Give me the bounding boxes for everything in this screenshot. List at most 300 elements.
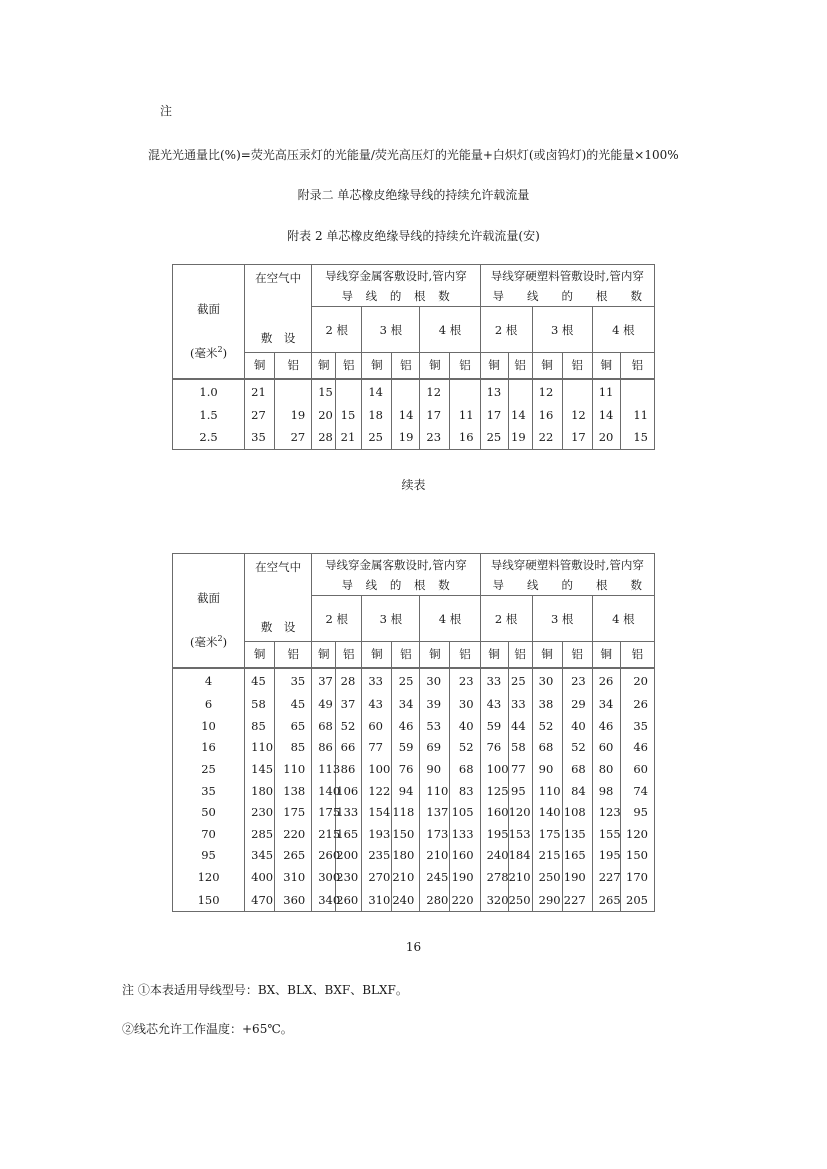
value-cell: 290 xyxy=(532,888,562,912)
value-cell: 52 xyxy=(532,715,562,737)
value-cell: 94 xyxy=(392,780,420,802)
plastic-conduit-line2: 导 线 的 根 数 xyxy=(492,288,643,303)
unit-header xyxy=(173,344,245,379)
value-cell: 15 xyxy=(312,379,336,405)
table-row xyxy=(173,758,655,780)
section-cell: 95 xyxy=(173,845,245,867)
value-cell: 227 xyxy=(562,888,592,912)
value-cell: 165 xyxy=(562,845,592,867)
value-cell: 155 xyxy=(592,823,620,845)
value-cell: 68 xyxy=(312,715,336,737)
value-cell: 300 xyxy=(312,866,336,888)
note-wire-types: 注 ①本表适用导线型号：BX、BLX、BXF、BLXF。 xyxy=(122,983,408,997)
value-cell: 215 xyxy=(532,845,562,867)
value-cell: 140 xyxy=(532,801,562,823)
value-cell: 85 xyxy=(275,737,312,759)
value-cell: 27 xyxy=(245,405,275,426)
table-row xyxy=(173,379,655,405)
value-cell: 19 xyxy=(392,426,420,450)
value-cell: 260 xyxy=(312,845,336,867)
value-cell: 180 xyxy=(245,780,275,802)
value-cell: 106 xyxy=(336,780,362,802)
value-cell: 137 xyxy=(420,801,450,823)
value-cell: 60 xyxy=(620,758,654,780)
value-cell: 17 xyxy=(420,405,450,426)
value-cell xyxy=(275,379,312,405)
value-cell: 12 xyxy=(532,379,562,405)
value-cell: 11 xyxy=(450,405,480,426)
appendix-title: 附录二 单芯橡皮绝缘导线的持续允许载流量 xyxy=(297,188,530,202)
table-title: 附表 2 单芯橡皮绝缘导线的持续允许载流量(安) xyxy=(287,229,540,243)
value-cell: 21 xyxy=(336,426,362,450)
value-cell: 14 xyxy=(592,405,620,426)
value-cell xyxy=(450,379,480,405)
value-cell: 52 xyxy=(562,737,592,759)
metal-conduit-header xyxy=(312,265,480,307)
table-row xyxy=(173,888,655,912)
section-cell: 25 xyxy=(173,758,245,780)
value-cell: 14 xyxy=(392,405,420,426)
table-row xyxy=(173,715,655,737)
value-cell: 20 xyxy=(312,405,336,426)
value-cell: 165 xyxy=(336,823,362,845)
value-cell: 18 xyxy=(362,405,392,426)
value-cell: 14 xyxy=(362,379,392,405)
value-cell: 21 xyxy=(245,379,275,405)
aluminum-header: 铝 xyxy=(562,642,592,668)
table-row xyxy=(173,737,655,759)
table-row xyxy=(173,668,655,694)
value-cell: 30 xyxy=(532,668,562,694)
value-cell: 120 xyxy=(620,823,654,845)
value-cell: 49 xyxy=(312,694,336,716)
aluminum-header: 铝 xyxy=(275,353,312,379)
value-cell: 38 xyxy=(532,694,562,716)
section-cell: 120 xyxy=(173,866,245,888)
value-cell: 195 xyxy=(480,823,508,845)
value-cell: 68 xyxy=(562,758,592,780)
table-body xyxy=(173,668,655,912)
value-cell: 195 xyxy=(592,845,620,867)
value-cell: 175 xyxy=(312,801,336,823)
section-cell: 10 xyxy=(173,715,245,737)
plastic-conduit-header xyxy=(480,554,654,596)
value-cell: 184 xyxy=(508,845,532,867)
value-cell: 65 xyxy=(275,715,312,737)
air-laying-header: 敷 设 xyxy=(245,307,312,353)
value-cell: 25 xyxy=(508,668,532,694)
copper-header: 铜 xyxy=(480,353,508,379)
copper-header: 铜 xyxy=(245,353,275,379)
value-cell: 278 xyxy=(480,866,508,888)
value-cell: 220 xyxy=(275,823,312,845)
value-cell: 95 xyxy=(508,780,532,802)
unit-superscript: 2 xyxy=(217,344,223,354)
value-cell: 52 xyxy=(336,715,362,737)
value-cell: 230 xyxy=(336,866,362,888)
value-cell: 120 xyxy=(508,801,532,823)
value-cell: 16 xyxy=(450,426,480,450)
value-cell: 58 xyxy=(508,737,532,759)
value-cell: 25 xyxy=(392,668,420,694)
value-cell: 175 xyxy=(275,801,312,823)
value-cell: 138 xyxy=(275,780,312,802)
plastic-conduit-line2: 导 线 的 根 数 xyxy=(492,577,643,592)
value-cell: 23 xyxy=(420,426,450,450)
value-cell: 15 xyxy=(336,405,362,426)
value-cell: 125 xyxy=(480,780,508,802)
wire-count-header: 4 根 xyxy=(420,307,480,353)
value-cell: 20 xyxy=(620,668,654,694)
aluminum-header: 铝 xyxy=(336,642,362,668)
value-cell: 40 xyxy=(450,715,480,737)
value-cell: 86 xyxy=(336,758,362,780)
value-cell: 110 xyxy=(245,737,275,759)
value-cell: 58 xyxy=(245,694,275,716)
value-cell: 227 xyxy=(592,866,620,888)
value-cell: 235 xyxy=(362,845,392,867)
value-cell: 110 xyxy=(532,780,562,802)
unit-prefix: (毫米 xyxy=(190,345,218,360)
value-cell: 84 xyxy=(562,780,592,802)
formula-text: 混光光通量比(%)=荧光高压汞灯的光能量/荧光高压灯的光能量+白炽灯(或卤钨灯)的光能量×100% xyxy=(148,148,679,162)
value-cell: 27 xyxy=(275,426,312,450)
value-cell: 160 xyxy=(480,801,508,823)
value-cell xyxy=(620,379,654,405)
table-row xyxy=(173,866,655,888)
ampacity-table-2 xyxy=(172,553,655,912)
value-cell: 68 xyxy=(450,758,480,780)
value-cell: 68 xyxy=(532,737,562,759)
value-cell: 80 xyxy=(592,758,620,780)
value-cell: 200 xyxy=(336,845,362,867)
wire-count-header: 4 根 xyxy=(592,596,654,642)
ampacity-table-1 xyxy=(172,264,655,450)
value-cell: 140 xyxy=(312,780,336,802)
value-cell: 150 xyxy=(392,823,420,845)
aluminum-header: 铝 xyxy=(508,353,532,379)
value-cell: 260 xyxy=(336,888,362,912)
unit-prefix: (毫米 xyxy=(190,634,218,649)
wire-count-header: 4 根 xyxy=(420,596,480,642)
value-cell: 74 xyxy=(620,780,654,802)
value-cell: 39 xyxy=(420,694,450,716)
value-cell: 310 xyxy=(362,888,392,912)
unit-label xyxy=(190,635,227,649)
value-cell: 35 xyxy=(620,715,654,737)
value-cell: 220 xyxy=(450,888,480,912)
copper-header: 铜 xyxy=(362,642,392,668)
value-cell: 59 xyxy=(480,715,508,737)
copper-header: 铜 xyxy=(592,353,620,379)
value-cell: 240 xyxy=(480,845,508,867)
value-cell: 77 xyxy=(508,758,532,780)
aluminum-header: 铝 xyxy=(562,353,592,379)
value-cell: 210 xyxy=(392,866,420,888)
value-cell: 34 xyxy=(592,694,620,716)
section-header: 截面 xyxy=(173,265,245,353)
aluminum-header: 铝 xyxy=(336,353,362,379)
value-cell: 110 xyxy=(275,758,312,780)
copper-header: 铜 xyxy=(312,642,336,668)
value-cell: 25 xyxy=(362,426,392,450)
value-cell: 40 xyxy=(562,715,592,737)
value-cell: 265 xyxy=(592,888,620,912)
value-cell: 12 xyxy=(562,405,592,426)
value-cell: 33 xyxy=(480,668,508,694)
table-row xyxy=(173,426,655,450)
value-cell: 95 xyxy=(620,801,654,823)
section-cell: 1.5 xyxy=(173,405,245,426)
value-cell: 60 xyxy=(592,737,620,759)
table-row xyxy=(173,823,655,845)
value-cell: 245 xyxy=(420,866,450,888)
value-cell: 86 xyxy=(312,737,336,759)
value-cell: 37 xyxy=(312,668,336,694)
value-cell xyxy=(508,379,532,405)
metal-conduit-line1: 导线穿金属客敷设时,管内穿 xyxy=(325,557,467,572)
aluminum-header: 铝 xyxy=(508,642,532,668)
wire-count-header: 2 根 xyxy=(312,307,362,353)
value-cell: 34 xyxy=(392,694,420,716)
value-cell: 28 xyxy=(312,426,336,450)
value-cell: 85 xyxy=(245,715,275,737)
copper-header: 铜 xyxy=(245,642,275,668)
value-cell: 215 xyxy=(312,823,336,845)
plastic-conduit-line1: 导线穿硬塑料管敷设时,管内穿 xyxy=(490,268,644,283)
copper-header: 铜 xyxy=(312,353,336,379)
value-cell: 16 xyxy=(532,405,562,426)
value-cell: 360 xyxy=(275,888,312,912)
aluminum-header: 铝 xyxy=(620,353,654,379)
value-cell: 30 xyxy=(450,694,480,716)
value-cell: 470 xyxy=(245,888,275,912)
value-cell: 110 xyxy=(420,780,450,802)
value-cell: 210 xyxy=(420,845,450,867)
unit-header xyxy=(173,633,245,668)
value-cell: 46 xyxy=(392,715,420,737)
table-body xyxy=(173,379,655,450)
wire-count-header: 3 根 xyxy=(532,307,592,353)
value-cell: 250 xyxy=(508,888,532,912)
value-cell: 123 xyxy=(592,801,620,823)
value-cell: 108 xyxy=(562,801,592,823)
copper-header: 铜 xyxy=(532,642,562,668)
value-cell: 100 xyxy=(362,758,392,780)
value-cell: 53 xyxy=(420,715,450,737)
metal-conduit-header xyxy=(312,554,480,596)
value-cell: 173 xyxy=(420,823,450,845)
copper-header: 铜 xyxy=(532,353,562,379)
value-cell: 35 xyxy=(275,668,312,694)
section-cell: 150 xyxy=(173,888,245,912)
section-cell: 4 xyxy=(173,668,245,694)
table-row xyxy=(173,845,655,867)
value-cell: 285 xyxy=(245,823,275,845)
copper-header: 铜 xyxy=(592,642,620,668)
value-cell: 118 xyxy=(392,801,420,823)
unit-label xyxy=(190,346,227,360)
wire-count-header: 4 根 xyxy=(592,307,654,353)
value-cell: 400 xyxy=(245,866,275,888)
air-laying-header: 敷 设 xyxy=(245,596,312,642)
value-cell: 205 xyxy=(620,888,654,912)
value-cell: 122 xyxy=(362,780,392,802)
value-cell: 113 xyxy=(312,758,336,780)
table-row xyxy=(173,405,655,426)
value-cell: 45 xyxy=(275,694,312,716)
table-header xyxy=(173,554,655,668)
value-cell: 15 xyxy=(620,426,654,450)
section-cell: 6 xyxy=(173,694,245,716)
aluminum-header: 铝 xyxy=(392,353,420,379)
value-cell: 22 xyxy=(532,426,562,450)
value-cell: 320 xyxy=(480,888,508,912)
air-header: 在空气中 xyxy=(245,265,312,307)
value-cell: 193 xyxy=(362,823,392,845)
value-cell: 133 xyxy=(450,823,480,845)
value-cell: 280 xyxy=(420,888,450,912)
wire-count-header: 3 根 xyxy=(362,596,420,642)
note-heading: 注 xyxy=(160,104,173,118)
value-cell: 43 xyxy=(362,694,392,716)
wire-count-header: 2 根 xyxy=(480,307,532,353)
value-cell: 17 xyxy=(480,405,508,426)
copper-header: 铜 xyxy=(420,353,450,379)
section-header: 截面 xyxy=(173,554,245,642)
metal-conduit-line2: 导 线 的 根 数 xyxy=(341,577,451,592)
value-cell: 35 xyxy=(245,426,275,450)
value-cell: 240 xyxy=(392,888,420,912)
value-cell: 26 xyxy=(592,668,620,694)
value-cell: 69 xyxy=(420,737,450,759)
value-cell: 170 xyxy=(620,866,654,888)
metal-conduit-line2: 导 线 的 根 数 xyxy=(341,288,451,303)
value-cell: 265 xyxy=(275,845,312,867)
value-cell: 180 xyxy=(392,845,420,867)
value-cell: 250 xyxy=(532,866,562,888)
value-cell: 90 xyxy=(532,758,562,780)
continued-label: 续表 xyxy=(401,478,426,492)
wire-count-header: 3 根 xyxy=(362,307,420,353)
value-cell: 145 xyxy=(245,758,275,780)
value-cell: 153 xyxy=(508,823,532,845)
section-cell: 50 xyxy=(173,801,245,823)
value-cell: 210 xyxy=(508,866,532,888)
value-cell: 45 xyxy=(245,668,275,694)
value-cell: 26 xyxy=(620,694,654,716)
value-cell: 17 xyxy=(562,426,592,450)
value-cell: 33 xyxy=(362,668,392,694)
value-cell: 66 xyxy=(336,737,362,759)
value-cell: 43 xyxy=(480,694,508,716)
table-row xyxy=(173,694,655,716)
value-cell: 25 xyxy=(480,426,508,450)
value-cell: 46 xyxy=(592,715,620,737)
value-cell: 14 xyxy=(508,405,532,426)
aluminum-header: 铝 xyxy=(392,642,420,668)
aluminum-header: 铝 xyxy=(275,642,312,668)
page-number: 16 xyxy=(405,940,422,954)
value-cell: 270 xyxy=(362,866,392,888)
value-cell xyxy=(392,379,420,405)
value-cell: 52 xyxy=(450,737,480,759)
value-cell: 28 xyxy=(336,668,362,694)
value-cell: 23 xyxy=(562,668,592,694)
value-cell: 150 xyxy=(620,845,654,867)
value-cell: 100 xyxy=(480,758,508,780)
value-cell: 310 xyxy=(275,866,312,888)
value-cell: 77 xyxy=(362,737,392,759)
table-row xyxy=(173,780,655,802)
value-cell: 190 xyxy=(450,866,480,888)
plastic-conduit-line1: 导线穿硬塑料管敷设时,管内穿 xyxy=(490,557,644,572)
value-cell: 133 xyxy=(336,801,362,823)
air-header: 在空气中 xyxy=(245,554,312,596)
value-cell: 83 xyxy=(450,780,480,802)
wire-count-header: 3 根 xyxy=(532,596,592,642)
section-cell: 70 xyxy=(173,823,245,845)
unit-suffix: ) xyxy=(222,634,228,649)
copper-header: 铜 xyxy=(420,642,450,668)
copper-header: 铜 xyxy=(480,642,508,668)
value-cell: 23 xyxy=(450,668,480,694)
value-cell: 11 xyxy=(592,379,620,405)
value-cell: 90 xyxy=(420,758,450,780)
value-cell: 98 xyxy=(592,780,620,802)
value-cell: 340 xyxy=(312,888,336,912)
section-cell: 2.5 xyxy=(173,426,245,450)
value-cell: 13 xyxy=(480,379,508,405)
section-cell: 16 xyxy=(173,737,245,759)
plastic-conduit-header xyxy=(480,265,654,307)
value-cell: 19 xyxy=(508,426,532,450)
wire-count-header: 2 根 xyxy=(480,596,532,642)
note-temperature: ②线芯允许工作温度：+65℃。 xyxy=(122,1022,293,1036)
aluminum-header: 铝 xyxy=(620,642,654,668)
table-row xyxy=(173,801,655,823)
value-cell: 230 xyxy=(245,801,275,823)
copper-header: 铜 xyxy=(362,353,392,379)
table-header xyxy=(173,265,655,379)
value-cell: 44 xyxy=(508,715,532,737)
value-cell xyxy=(562,379,592,405)
section-cell: 35 xyxy=(173,780,245,802)
value-cell: 20 xyxy=(592,426,620,450)
value-cell: 37 xyxy=(336,694,362,716)
value-cell: 76 xyxy=(480,737,508,759)
value-cell: 11 xyxy=(620,405,654,426)
value-cell xyxy=(336,379,362,405)
value-cell: 29 xyxy=(562,694,592,716)
unit-suffix: ) xyxy=(222,345,228,360)
metal-conduit-line1: 导线穿金属客敷设时,管内穿 xyxy=(325,268,467,283)
section-cell: 1.0 xyxy=(173,379,245,405)
value-cell: 30 xyxy=(420,668,450,694)
value-cell: 46 xyxy=(620,737,654,759)
aluminum-header: 铝 xyxy=(450,353,480,379)
value-cell: 76 xyxy=(392,758,420,780)
value-cell: 345 xyxy=(245,845,275,867)
unit-superscript: 2 xyxy=(217,633,223,643)
wire-count-header: 2 根 xyxy=(312,596,362,642)
value-cell: 59 xyxy=(392,737,420,759)
value-cell: 33 xyxy=(508,694,532,716)
value-cell: 105 xyxy=(450,801,480,823)
value-cell: 12 xyxy=(420,379,450,405)
value-cell: 154 xyxy=(362,801,392,823)
value-cell: 190 xyxy=(562,866,592,888)
